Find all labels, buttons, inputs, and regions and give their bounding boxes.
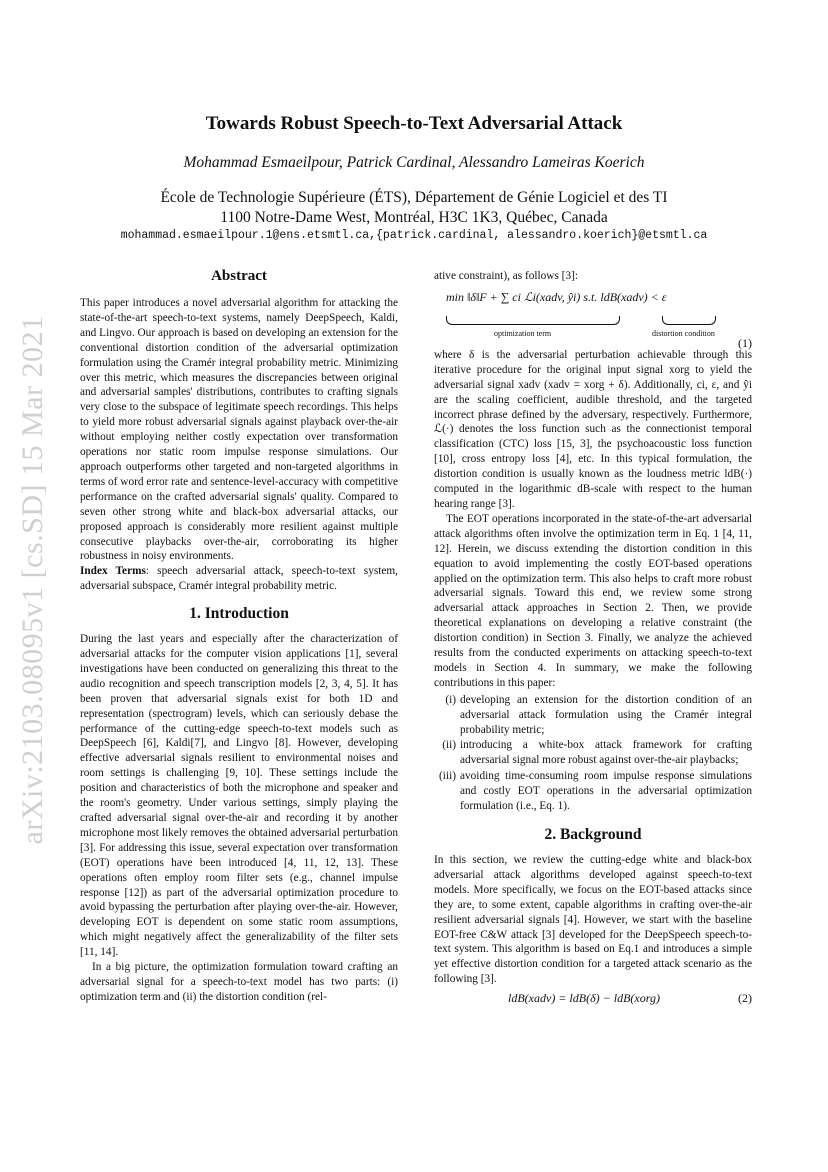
- right-paragraph-0: ative constraint), as follows [3]:: [434, 270, 578, 282]
- introduction-paragraph-1: During the last years and especially after the characterization of adversarial attacks for the computer vision applications [1], several investigations have been conducted on generalizing this threat to the audio recognition and speech transcription models [2, 3, 4, 5]. It has been proven that adversarial signals exist for both 1D and representation (spectrogram) levels, which can seriously debase the performance of the cutting-edge speech-to-text models such as DeepSpeech [6], Kaldi[7], and Lingvo [8]. However, developing effective adversarial signals resilient to environmental noises and room settings is challenging [9, 10]. These settings include the position and characteristics of both the microphone and speaker and the room's geometry. Under various settings, simply playing the crafted adversarial signal over-the-air and recording it by another microphone most likely removes the obtained adversarial perturbation [3]. For addressing this issue, several expectation over transformation (EOT) operations have been introduced [4, 11, 12, 13]. These operations often employ room filter sets (e.g., channel impulse response [12]) as part of the adversarial optimization procedure to avoid bypassing the perturbation after playing over-the-air. However, developing EOT is dependent on some static room assumptions, which might negatively affect the generalizability of the filter sets [11, 14].: [80, 633, 398, 959]
- right-column: [434, 269, 752, 1009]
- index-terms-text: : speech adversarial attack, speech-to-text system, adversarial subspace, Cramér integral probability metric.: [80, 565, 399, 593]
- contribution-mark: (ii): [442, 739, 456, 752]
- equation-2-number: (2): [738, 991, 752, 1006]
- contribution-text: introducing a white-box attack framework for crafting adversarial signal more robust against over-the-air playbacks;: [460, 739, 752, 767]
- paper-title: Towards Robust Speech-to-Text Adversarial Attack: [205, 113, 623, 134]
- affiliation: [0, 188, 828, 228]
- affiliation-line-2: 1100 Notre-Dame West, Montréal, H3C 1K3, Québec, Canada: [220, 209, 608, 226]
- distortion-condition-label: distortion condition: [652, 328, 715, 338]
- introduction-paragraph-2: In a big picture, the optimization formulation toward crafting an adversarial signal for a speech-to-text model has two parts: (i) optimization term and (ii) the distortion condition (rel-: [80, 961, 398, 1003]
- affiliation-line-1: École de Technologie Supérieure (ÉTS), Département de Génie Logiciel et des TI: [160, 189, 668, 206]
- contribution-item: [434, 738, 752, 768]
- author-list: Mohammad Esmaeilpour, Patrick Cardinal, Alessandro Lameiras Koerich: [183, 154, 645, 171]
- contribution-mark: (iii): [439, 770, 456, 783]
- background-paragraph: In this section, we review the cutting-edge white and black-box adversarial attack algorithms developed against speech-to-text models. More specifically, we focus on the EOT-based attacks since they are, to some extent, capable algorithms in crafting over-the-air resilient adversarial signals [4]. However, we start with the baseline EOT-free C&W attack [3] developed for the DeepSpeech speech-to-text system. This algorithm is based on Eq.1 and introduces a simple yet effective distortion condition for a targeted attack scenario as the following [3].: [434, 854, 752, 986]
- optimization-term-brace: [446, 316, 620, 325]
- index-terms: [80, 564, 398, 594]
- equation-1-number: (1): [738, 335, 752, 350]
- background-heading: 2. Background: [544, 826, 642, 843]
- contribution-text: developing an extension for the distortion condition of an adversarial attack formulation using the Cramér integral probability metric;: [460, 693, 752, 736]
- right-paragraph-2: The EOT operations incorporated in the state-of-the-art adversarial attack algorithms often involve the optimization term in Eq. 1 [4, 11, 12]. Herein, we discuss extending the distortion condition in this equation to avoid implementing the costly EOT-based operations applied on the optimization term. This also helps to craft more robust adversarial signals. Toward this end, we review some strong adversarial attack approaches in Section 2. Then, we provide theoretical explanations on developing a relative constraint (the distortion condition) in Section 3. Finally, we analyze the achieved results from the conducted experiments on attacking speech-to-text models in Section 4. In summary, we make the following contributions in this paper:: [434, 512, 752, 689]
- abstract-text: This paper introduces a novel adversarial algorithm for attacking the state-of-the-art speech-to-text systems, namely DeepSpeech, Kaldi, and Lingvo. Our approach is based on developing an extension for the conventional distortion condition of the adversarial optimization formulation using the Cramér integral probability metric. Minimizing over this metric, which measures the discrepancies between original and adversarial samples' distributions, contributes to crafting signals very close to the subspace of legitimate speech recordings. This helps to yield more robust adversarial signals against playback over-the-air without employing neither costly expectation over transformation operations nor static room impulse response simulations. Our approach outperforms other targeted and non-targeted algorithms in terms of word error rate and sentence-level-accuracy with competitive performance on the crafted adversarial signals' quality. Compared to seven other strong white and black-box adversarial attacks, our proposed approach is considerably more resilient against multiple consecutive playbacks over-the-air, corroborating its higher robustness in noisy environments.: [80, 297, 398, 563]
- introduction-heading: 1. Introduction: [189, 605, 289, 623]
- contribution-mark: (i): [445, 693, 456, 706]
- equation-1-body: min ‖δ‖F + ∑ ci ℒi(xadv, ŷi) s.t. ldB(xadv) < ε: [446, 289, 667, 304]
- contribution-text: avoiding time-consuming room impulse response simulations and costly EOT operations in the adversarial optimization formulation (i.e., Eq. 1).: [460, 770, 752, 813]
- contribution-item: [434, 769, 752, 814]
- index-terms-label: Index Terms: [80, 565, 146, 578]
- equation-2-body: ldB(xadv) = ldB(δ) − ldB(xorg): [508, 991, 660, 1006]
- contribution-item: [434, 693, 752, 738]
- arxiv-stamp: [8, 315, 58, 845]
- author-emails[interactable]: mohammad.esmaeilpour.1@ens.etsmtl.ca,{patrick.cardinal, alessandro.koerich}@etsmtl.ca: [120, 229, 708, 242]
- abstract-heading: Abstract: [211, 268, 267, 284]
- distortion-condition-brace: [662, 316, 716, 325]
- equation-2: [434, 991, 752, 1009]
- equation-1: [434, 290, 752, 348]
- right-paragraph-1: where δ is the adversarial perturbation achievable through this iterative procedure for the original input signal xorg to yield the adversarial signal xadv (xadv = xorg + δ). Additionally, ci, ε, and ŷi are the scaling coefficient, audible threshold, and the targeted incorrect phrase defined by the adversary, respectively. Furthermore, ℒ(·) denotes the loss function such as the connectionist temporal classification (CTC) loss [15, 3], the psychoacoustic loss function [10], cross entropy loss [4], etc. In this typical formulation, the distortion condition is usually known as the loudness metric ldB(·) computed in the logarithmic dB-scale with respect to the human hearing range [3].: [434, 348, 752, 510]
- contribution-list: [434, 693, 752, 814]
- arxiv-stamp-text[interactable]: arXiv:2103.08095v1 [cs.SD] 15 Mar 2021: [16, 315, 49, 845]
- optimization-term-label: optimization term: [494, 328, 552, 338]
- left-column: [80, 266, 398, 1005]
